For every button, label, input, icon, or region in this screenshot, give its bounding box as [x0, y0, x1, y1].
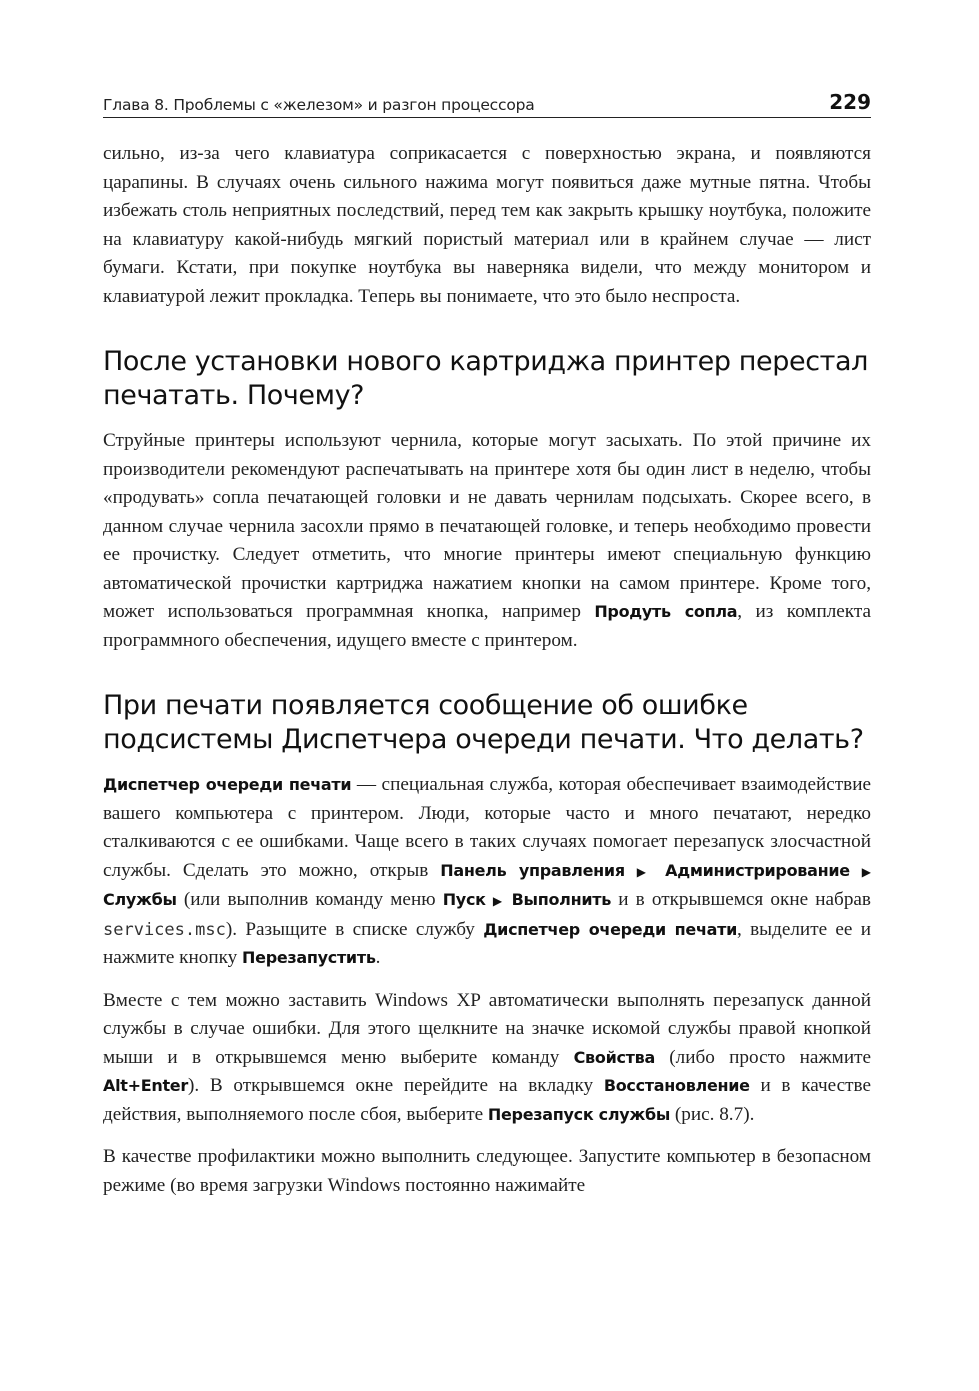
ui-term-restart: Перезапустить: [242, 948, 376, 967]
text-run: (либо просто нажмите: [654, 1046, 871, 1068]
menu-arrow-icon: ▶: [636, 864, 654, 879]
text-run: и в открывшемся окне набрав: [611, 889, 871, 910]
book-page: [103, 88, 871, 1200]
running-header: [103, 88, 871, 118]
menu-arrow-icon: ▶: [861, 864, 872, 879]
spooler-paragraph-2: [103, 987, 871, 1130]
text-run: (рис. 8.7).: [670, 1103, 755, 1125]
intro-paragraph: сильно, из-за чего клавиатура соприкасается с поверхностью экрана, и появляются царапины. В случаях очень сильного нажима могут появиться даже мутные пятна. Чтобы избежать столь неприятных последствий, перед тем как закрыть крышку ноутбука, положите на клавиатуру какой-нибудь мягкий пористый материал или в крайнем случае — лист бумаги. Кстати, при покупке ноутбука вы наверняка видели, что между монитором и клавиатурой лежит прокладка. Теперь вы понимаете, что это было неспроста.: [103, 143, 871, 307]
section-heading-printer: После установки нового картриджа принтер перестал печатать. Почему?: [103, 346, 868, 411]
menu-arrow-icon: ▶: [492, 894, 505, 908]
ui-term-restart-service: Перезапуск службы: [487, 1104, 671, 1124]
ui-term-services: Службы: [103, 890, 177, 909]
page-number: 229: [829, 90, 871, 114]
ui-term-properties: Свойства: [573, 1047, 655, 1067]
command-services-msc: services.msc: [103, 919, 226, 940]
ui-term-recovery: Восстановление: [603, 1076, 750, 1095]
ui-term-start: Пуск: [442, 890, 486, 909]
ui-term-clean-nozzles: Продуть сопла: [594, 602, 738, 621]
text-run: — специальная служба, которая обеспечивает взаимодействие вашего компьютера с принтером. Люди, которые часто и много печатают, нередко сталкиваются с ее ошибками. Чаще всего в таких случаях помогает перезапуск злосчастной службы. Сделать это можно, открыв: [103, 774, 871, 881]
section-heading-spooler: При печати появляется сообщение об ошибке подсистемы Диспетчера очереди печати. Что делать?: [103, 690, 864, 755]
chapter-title: Глава 8. Проблемы с «железом» и разгон процессора: [103, 96, 535, 114]
ui-term-print-spooler: Диспетчер очереди печати: [483, 919, 738, 939]
printer-paragraph: [103, 427, 871, 655]
ui-term-run: Выполнить: [511, 890, 612, 909]
ui-term-print-spooler: Диспетчер очереди печати: [103, 775, 352, 794]
spooler-paragraph-3: В качестве профилактики можно выполнить следующее. Запустите компьютер в безопасном режиме (во время загрузки Windows постоянно нажимайте: [103, 1146, 871, 1196]
text-run: Вместе с тем можно заставить Windows XP автоматически выполнять перезапуск данной службы в случае ошибки. Для этого щелкните на значке искомой службы правой кнопкой мыши и в открывшемся меню выберите команду: [103, 989, 871, 1068]
text-run: .: [375, 947, 381, 968]
ui-term-alt-enter: Alt+Enter: [103, 1076, 188, 1095]
ui-term-administration: Администрирование: [665, 860, 850, 880]
ui-term-control-panel: Панель управления: [440, 860, 625, 880]
text-run: ). В открывшемся окне перейдите на вкладку: [187, 1075, 604, 1096]
text-run: , выделите ее и нажмите кнопку: [103, 918, 872, 968]
spooler-paragraph-1: [103, 771, 871, 973]
text-run: (или выполнив команду меню: [176, 889, 443, 910]
text-run: и в качестве действия, выполняемого после сбоя, выберите: [103, 1075, 872, 1125]
text-run: ). Разыщите в списке службу: [225, 918, 484, 940]
page-content: [103, 140, 871, 1200]
text-run: , из комплекта программного обеспечения, идущего вместе с принтером.: [103, 601, 872, 651]
text-run: Струйные принтеры используют чернила, которые могут засыхать. По этой причине их производители рекомендуют распечатывать на принтере хотя бы один лист в неделю, чтобы «продувать» сопла печатающей головки и не давать чернилам подсыхать. Скорее всего, в данном случае чернила засохли прямо в печатающей головке, и теперь необходимо провести ее прочистку. Следует отметить, что многие принтеры имеют специальную функцию автоматической прочистки картриджа нажатием кнопки на самом принтере. Кроме того, может использоваться программная кнопка, например: [103, 430, 871, 622]
